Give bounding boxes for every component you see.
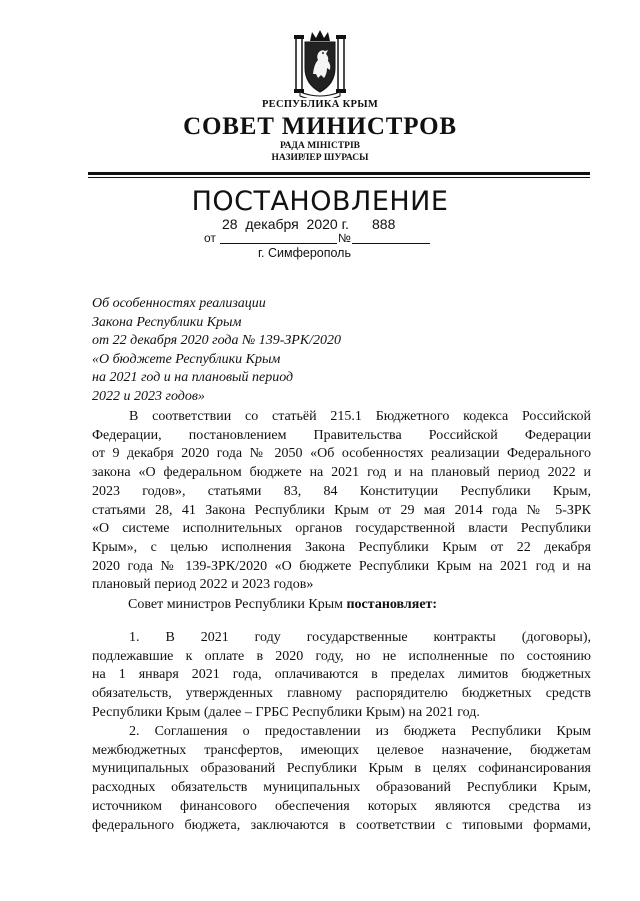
preamble-line: плановый период 2022 и 2023 годов»: [92, 577, 314, 593]
document-number: 888: [372, 216, 396, 232]
council-name: СОВЕТ МИНИСТРОВ: [183, 113, 457, 140]
clause-line: подлежавшие к оплате в 2020 году, но не исполненные по состоянию: [92, 648, 591, 664]
date-underline: [220, 243, 337, 244]
preamble-line: В соответствии со статьёй 215.1 Бюджетного кодекса Российской: [129, 409, 591, 424]
clause-2: [92, 723, 591, 835]
preamble-line: Федерации, постановлением Правительства Российской Федерации: [92, 427, 591, 443]
preamble-paragraph: [92, 408, 591, 595]
decree-lead: Совет министров Республики Крым: [128, 597, 343, 612]
clause-line: федерального бюджета, заключаются в соответствии с типовыми формами,: [92, 817, 591, 833]
clause-line: муниципальных образований Республики Крым в целях софинансирования: [92, 761, 591, 777]
clause-line: на 1 января 2021 года, оплачиваются в пределах лимитов бюджетных: [92, 667, 591, 683]
number-prefix: №: [338, 231, 351, 245]
clause-line: межбюджетных трансфертов, имеющих целевое назначение, бюджетам: [92, 742, 591, 758]
preamble-line: от 9 декабря 2020 года № 2050 «Об особенностях реализации Федерального: [92, 446, 591, 462]
preamble-line: 2023 годов», статьями 83, 84 Конституции Республики Крым,: [92, 483, 591, 499]
clause-line: расходных обязательств муниципальных образований Республики Крым,: [92, 780, 591, 796]
preamble-line: статьями 28, 41 Закона Республики Крым от 29 мая 2014 года № 5-ЗРК: [92, 502, 591, 518]
preamble-line: «О системе исполнительных органов государственной власти Республики: [92, 521, 591, 537]
date-prefix: от: [204, 231, 216, 245]
clause-1: [92, 629, 591, 723]
header-divider-thick: [88, 172, 590, 175]
preamble-line: 2020 года № 139-ЗРК/2020 «О бюджете Республики Крым на 2021 год и на: [92, 558, 591, 574]
document-date: 28 декабря 2020 г.: [222, 216, 349, 232]
clause-line: источником финансового обеспечения которых являются средства из: [92, 798, 591, 814]
clause-line: 2. Соглашения о предоставлении из бюджета Республики Крым: [129, 724, 591, 739]
number-underline: [352, 243, 430, 244]
subject-line: на 2021 год и на плановый период: [92, 370, 294, 386]
document-title: ПОСТАНОВЛЕНИЕ: [191, 186, 449, 217]
subject-line: Закона Республики Крым: [92, 314, 242, 330]
header-divider-thin: [88, 177, 590, 178]
issue-city: г. Симферополь: [258, 246, 351, 260]
crimea-coat-of-arms-icon: [294, 30, 346, 98]
clause-line: Республики Крым (далее – ГРБС Республики Крым) на 2021 год.: [92, 704, 480, 720]
council-name-crimean-tatar: НАЗИРЛЕР ШУРАСЫ: [271, 153, 369, 163]
republic-name: РЕСПУБЛИКА КРЫМ: [261, 99, 379, 110]
council-name-ukrainian: РАДА МІНІСТРІВ: [279, 141, 360, 151]
subject-line: «О бюджете Республики Крым: [92, 351, 281, 367]
preamble-line: Крым», с целью исполнения Закона Республики Крым от 22 декабря: [92, 539, 591, 555]
subject-line: Об особенностях реализации: [92, 296, 266, 311]
clause-line: обязательств, утвержденных главному распорядителю бюджетных средств: [92, 686, 591, 702]
decree-verb: постановляет:: [346, 597, 438, 612]
document-subject: [92, 295, 422, 407]
decree-statement: [128, 597, 437, 613]
clause-line: 1. В 2021 году государственные контракты (договоры),: [129, 630, 591, 645]
preamble-line: закона «О федеральном бюджете на 2021 год и на плановый период 2022 и: [92, 465, 591, 481]
subject-line: 2022 и 2023 годов»: [92, 388, 205, 404]
subject-line: от 22 декабря 2020 года № 139-ЗРК/2020: [92, 333, 342, 349]
